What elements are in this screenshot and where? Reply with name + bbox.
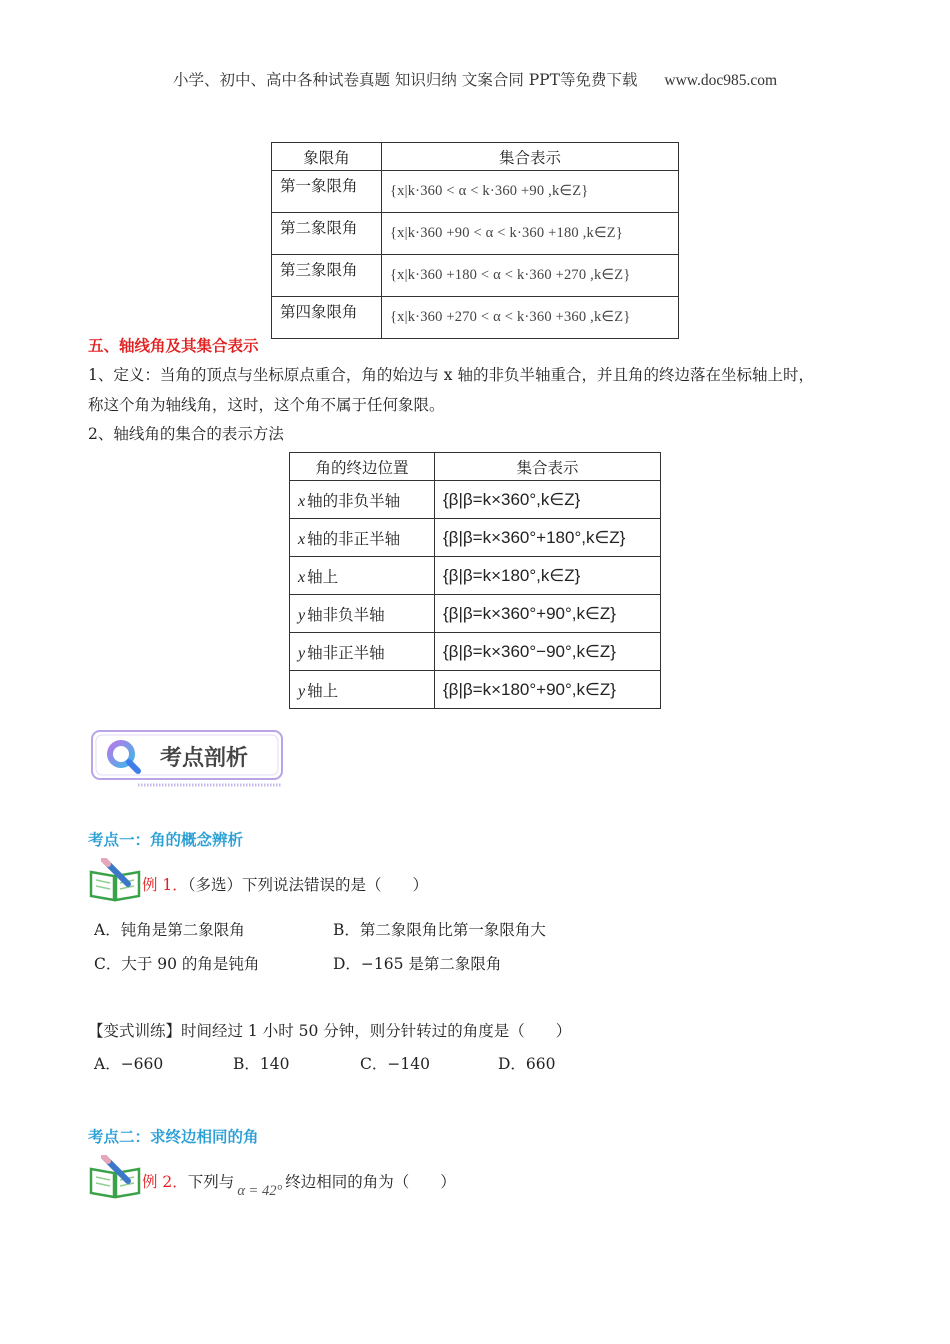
axis-position: 轴上 (307, 681, 339, 700)
axis-set: {β|β=k×360°+180°,k∈Z} (435, 519, 661, 557)
axis-set: {β|β=k×360°+90°,k∈Z} (435, 595, 661, 633)
definition-line-1: 1、定义：当角的顶点与坐标原点重合，角的始边与 x 轴的非负半轴重合，并且角的终边落在坐标轴上时， (88, 366, 814, 384)
table-row (272, 171, 679, 213)
quadrant-set: {x|k·360 +270 < α < k·360 +360 ,k∈Z} (382, 297, 679, 339)
table-row (272, 297, 679, 339)
table-row (290, 633, 661, 671)
axis-symbol: x (298, 492, 306, 510)
key-points-banner (88, 727, 286, 789)
book-pencil-icon (88, 1155, 142, 1199)
example-label: 例 1． (142, 876, 188, 894)
example-question: （多选）下列说法错误的是（ ） (187, 876, 429, 894)
table-header-cell: 角的终边位置 (290, 453, 435, 481)
table-row (272, 213, 679, 255)
quadrant-name: 第四象限角 (272, 297, 382, 339)
example-question-pre: 下列与 (187, 1173, 235, 1191)
variant-option-d: D．660 (498, 1055, 556, 1073)
axis-position: 轴非负半轴 (307, 605, 385, 624)
quadrant-name: 第三象限角 (272, 255, 382, 297)
table-header-cell: 集合表示 (435, 453, 661, 481)
axis-set: {β|β=k×180°,k∈Z} (435, 557, 661, 595)
banner-title: 考点剖析 (160, 746, 249, 771)
kp2-title: 考点二：求终边相同的角 (88, 1127, 259, 1146)
option-b: B．第二象限角比第一象限角大 (333, 921, 546, 939)
option-d: D．−165 是第二象限角 (333, 955, 502, 973)
axis-symbol: y (298, 682, 306, 700)
table-row (272, 255, 679, 297)
axis-angle-table (289, 452, 661, 709)
axis-symbol: y (298, 644, 306, 662)
magnifier-icon (104, 737, 144, 777)
quadrant-set: {x|k·360 < α < k·360 +90 ,k∈Z} (382, 171, 679, 213)
axis-symbol: x (298, 530, 306, 548)
kp1-title: 考点一：角的概念辨析 (88, 830, 244, 849)
axis-position: 轴上 (307, 567, 339, 586)
section-title: 五、轴线角及其集合表示 (88, 336, 259, 355)
example-2 (142, 1168, 456, 1197)
variant-option-a: A．−660 (94, 1055, 164, 1073)
axis-set: {β|β=k×180°+90°,k∈Z} (435, 671, 661, 709)
book-pencil-icon (88, 858, 142, 902)
table-row (290, 557, 661, 595)
quadrant-set: {x|k·360 +180 < α < k·360 +270 ,k∈Z} (382, 255, 679, 297)
quadrant-set: {x|k·360 +90 < α < k·360 +180 ,k∈Z} (382, 213, 679, 255)
variant-question: 【变式训练】时间经过 1 小时 50 分钟，则分针转过的角度是（ ） (88, 1022, 572, 1040)
axis-set: {β|β=k×360°−90°,k∈Z} (435, 633, 661, 671)
option-c: C．大于 90 的角是钝角 (94, 955, 260, 973)
axis-set: {β|β=k×360°,k∈Z} (435, 481, 661, 519)
axis-symbol: x (298, 568, 306, 586)
page-header (0, 68, 950, 90)
quadrant-angle-table (271, 142, 679, 339)
example-1 (142, 871, 428, 899)
table-header-cell: 象限角 (272, 143, 382, 171)
example-question-post: 终边相同的角为（ ） (285, 1173, 456, 1191)
alpha-equation: α = 42° (237, 1183, 283, 1199)
table-row (290, 481, 661, 519)
axis-symbol: y (298, 606, 306, 624)
definition-line-2: 称这个角为轴线角，这时，这个角不属于任何象限。 (88, 396, 445, 414)
variant-option-b: B．140 (233, 1055, 290, 1073)
table-row (290, 595, 661, 633)
header-text: 小学、初中、高中各种试卷真题 知识归纳 文案合同 PPT等免费下载 (172, 71, 638, 89)
variant-option-c: C．−140 (360, 1055, 430, 1073)
header-url[interactable]: www.doc985.com (664, 72, 778, 89)
table-header-cell: 集合表示 (382, 143, 679, 171)
axis-position: 轴的非正半轴 (307, 529, 401, 548)
method-heading: 2、轴线角的集合的表示方法 (88, 425, 284, 443)
table-row (290, 519, 661, 557)
option-a: A．钝角是第二象限角 (94, 921, 245, 939)
example-label: 例 2． (142, 1173, 188, 1191)
axis-position: 轴的非负半轴 (307, 491, 401, 510)
axis-position: 轴非正半轴 (307, 643, 385, 662)
table-row (290, 671, 661, 709)
quadrant-name: 第一象限角 (272, 171, 382, 213)
quadrant-name: 第二象限角 (272, 213, 382, 255)
